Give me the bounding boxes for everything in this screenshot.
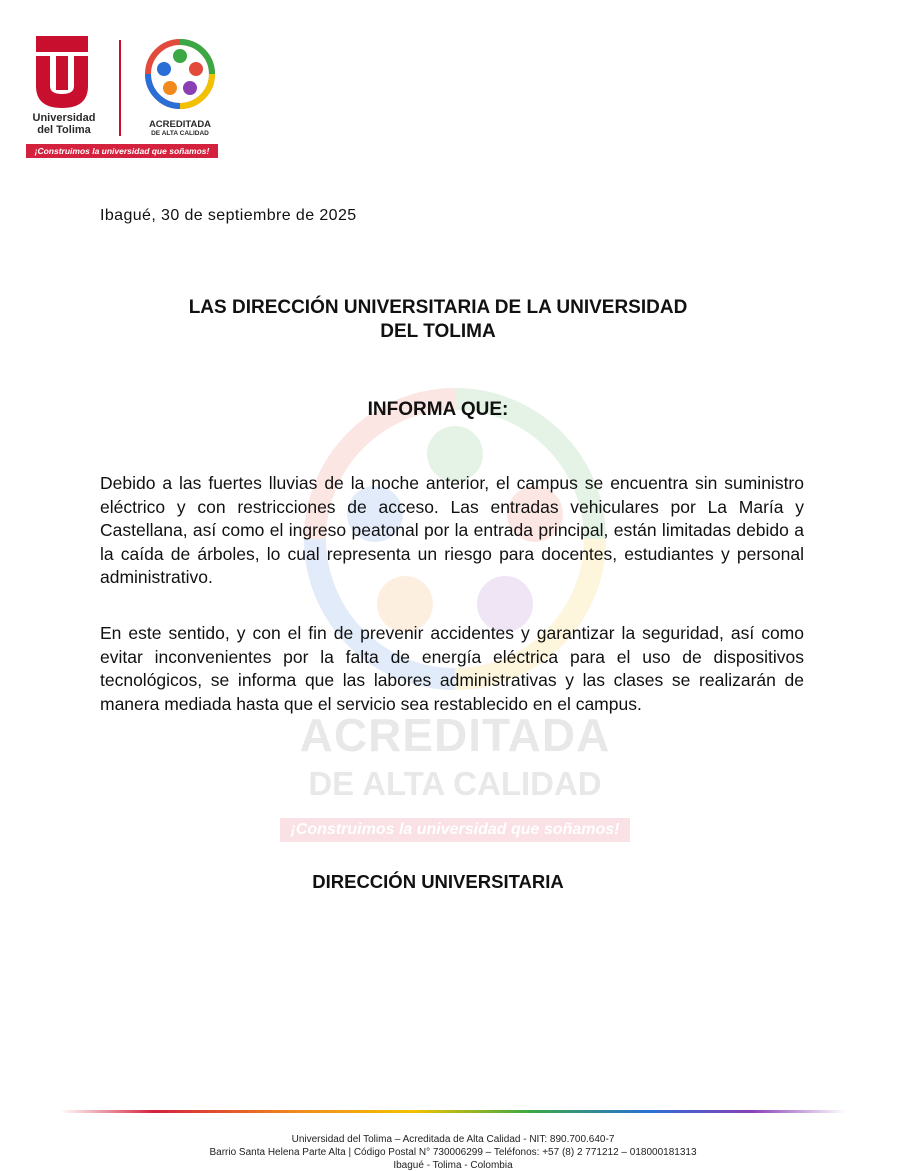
footer-line2: Barrio Santa Helena Parte Alta | Código Postal N° 730006299 – Teléfonos: +57 (8) 2 771212 – 018000181313 <box>209 1147 697 1158</box>
university-name-line1: Universidad <box>32 112 96 124</box>
ut-logo-icon <box>36 36 88 108</box>
letter-subheading: INFORMA QUE: <box>367 399 509 420</box>
letter-heading <box>100 296 776 344</box>
paragraph-1: Debido a las fuertes lluvias de la noche anterior, el campus se encuentra sin suministro eléctrico y con restricciones de acceso. Las entradas vehiculares por La María y Castellana, así como el ingreso peatonal por la entrada principal, están limitadas debido a la caída de árboles, lo cual representa un riesgo para docentes, estudiantes y personal administrativo. <box>100 473 804 588</box>
university-name <box>26 112 102 136</box>
footer-line3: Ibagué - Tolima - Colombia <box>393 1160 513 1171</box>
accreditation-title: ACREDITADA <box>148 119 212 130</box>
heading-line2: DEL TOLIMA <box>380 321 496 342</box>
logo-divider <box>119 40 121 136</box>
signature: DIRECCIÓN UNIVERSITARIA <box>312 871 564 892</box>
watermark-slogan: ¡Construimos la universidad que soñamos! <box>280 818 630 842</box>
footer-line1: Universidad del Tolima – Acreditada de Alta Calidad - NIT: 890.700.640-7 <box>291 1134 615 1145</box>
accreditation-subtitle: DE ALTA CALIDAD <box>151 130 209 137</box>
footer <box>0 1133 906 1171</box>
accreditation-logo <box>134 36 226 138</box>
university-logo <box>26 36 102 136</box>
heading-line1: LAS DIRECCIÓN UNIVERSITARIA DE LA UNIVERSIDAD <box>188 297 688 318</box>
accreditation-circle-icon <box>142 36 218 112</box>
watermark-subtitle: DE ALTA CALIDAD <box>308 765 602 802</box>
date-line: Ibagué, 30 de septiembre de 2025 <box>100 207 357 224</box>
paragraph-2: En este sentido, y con el fin de prevenir accidentes y garantizar la seguridad, así como evitar inconvenientes por la falta de energía eléctrica para el uso de dispositivos tecnológicos, se informa que las labores administrativas y las clases se realizarán de manera mediada hasta que el servicio sea restablecido en el campus. <box>100 623 804 714</box>
accreditation-watermark <box>280 374 630 844</box>
footer-divider <box>60 1110 846 1113</box>
watermark-title: ACREDITADA <box>299 709 611 761</box>
header-slogan: ¡Construimos la universidad que soñamos! <box>26 144 218 158</box>
university-name-line2: del Tolima <box>37 124 91 136</box>
